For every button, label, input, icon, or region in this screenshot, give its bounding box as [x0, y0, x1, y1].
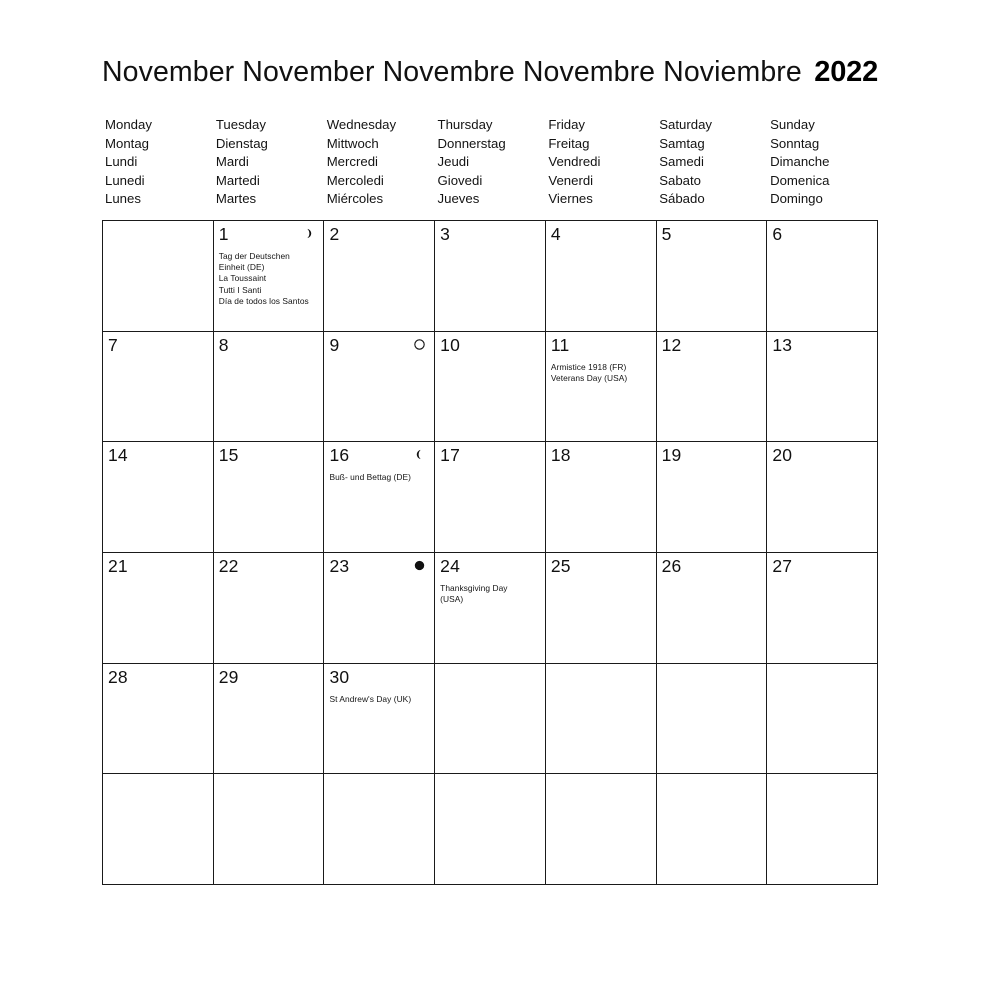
day-number: 4: [550, 224, 561, 244]
day-cell[interactable]: [435, 332, 546, 443]
day-cell[interactable]: [767, 553, 878, 664]
weekday-name-fr: Jeudi: [437, 154, 470, 170]
day-cell[interactable]: [435, 442, 546, 553]
event-text: Día de todos los Santos: [218, 295, 309, 306]
weekday-name-en: Saturday: [659, 117, 713, 132]
day-cell[interactable]: [546, 442, 657, 553]
day-cell[interactable]: [657, 221, 768, 332]
event-text: Einheit (DE): [218, 262, 265, 273]
weekday-column-saturday: [656, 116, 767, 209]
weekday-name-fr: Samedi: [659, 154, 704, 170]
event-list: [551, 362, 651, 384]
weekday-column-sunday: [767, 116, 878, 209]
full-moon-icon: [413, 338, 426, 351]
event-text: St Andrew's Day (UK): [329, 693, 412, 704]
day-number: 22: [218, 556, 239, 577]
weekday-name-es: Martes: [215, 191, 257, 207]
weekday-name-es: Domingo: [770, 191, 823, 207]
weekday-name-es: Viernes: [548, 191, 593, 207]
day-cell-empty[interactable]: [767, 774, 878, 885]
day-number: 10: [440, 334, 461, 355]
day-cell[interactable]: [767, 221, 878, 332]
day-number: 9: [329, 334, 340, 355]
day-cell-empty[interactable]: [324, 774, 435, 885]
weekday-column-wednesday: [324, 116, 435, 209]
day-cell-empty[interactable]: [435, 664, 546, 775]
day-number: 17: [440, 445, 461, 466]
day-cell[interactable]: [214, 664, 325, 775]
day-number: 28: [108, 666, 128, 687]
weekday-name-de: Dienstag: [215, 135, 268, 151]
calendar-week-row: [103, 221, 878, 332]
day-cell-empty[interactable]: [103, 774, 214, 885]
weekday-name-en: Tuesday: [215, 117, 266, 132]
day-number: 27: [772, 556, 793, 577]
event-text: Tutti I Santi: [218, 284, 262, 295]
weekday-name-es: Sábado: [659, 191, 705, 207]
day-cell[interactable]: [324, 553, 435, 664]
day-cell-empty[interactable]: [767, 664, 878, 775]
weekday-name-de: Mittwoch: [326, 135, 379, 151]
day-cell[interactable]: [435, 221, 546, 332]
weekday-name-fr: Lundi: [105, 154, 138, 170]
day-cell[interactable]: [324, 221, 435, 332]
event-text: Thanksgiving Day: [440, 583, 508, 594]
weekday-name-it: Mercoledi: [326, 172, 384, 188]
day-number: 30: [329, 666, 350, 687]
day-cell[interactable]: [657, 332, 768, 443]
weekday-name-en: Friday: [548, 117, 586, 132]
weekday-name-de: Montag: [105, 135, 149, 151]
day-cell-empty[interactable]: [546, 664, 657, 775]
weekday-name-it: Sabato: [659, 172, 702, 188]
weekday-name-es: Jueves: [437, 191, 480, 207]
day-number: 20: [772, 445, 793, 466]
day-cell[interactable]: [324, 442, 435, 553]
calendar-week-row: [103, 442, 878, 553]
day-cell[interactable]: [546, 221, 657, 332]
day-number: 19: [661, 445, 682, 466]
day-number: 11: [550, 334, 570, 355]
day-cell[interactable]: [546, 332, 657, 443]
page-title: November November Novembre Novembre Noviembre: [102, 56, 802, 88]
calendar-week-row: [103, 774, 878, 885]
day-cell[interactable]: [214, 221, 325, 332]
last-quarter-icon: [413, 448, 426, 461]
day-number: 7: [108, 334, 118, 355]
weekday-name-es: Lunes: [105, 191, 141, 207]
day-cell-empty[interactable]: [657, 774, 768, 885]
day-cell-empty[interactable]: [103, 221, 214, 332]
weekday-column-monday: [102, 116, 213, 209]
day-cell[interactable]: [324, 332, 435, 443]
weekday-name-it: Giovedi: [437, 172, 483, 188]
weekday-name-en: Monday: [105, 117, 152, 132]
calendar-week-row: [103, 332, 878, 443]
day-number: 29: [218, 666, 239, 687]
day-cell[interactable]: [657, 442, 768, 553]
weekday-name-de: Samtag: [659, 135, 705, 151]
weekday-name-fr: Vendredi: [548, 154, 601, 170]
day-cell[interactable]: [214, 553, 325, 664]
calendar-year: 2022: [814, 56, 878, 88]
event-text: La Toussaint: [218, 273, 267, 284]
weekday-name-en: Sunday: [770, 117, 815, 132]
day-number: 26: [661, 556, 682, 577]
day-number: 1: [218, 224, 229, 244]
day-number: 16: [329, 445, 350, 466]
event-text: Armistice 1918 (FR): [550, 361, 627, 372]
day-cell-empty[interactable]: [657, 664, 768, 775]
event-list: [329, 694, 429, 705]
day-number: 12: [661, 334, 682, 355]
day-cell[interactable]: [435, 553, 546, 664]
day-cell[interactable]: [657, 553, 768, 664]
weekday-name-fr: Mardi: [215, 154, 249, 170]
weekday-name-en: Thursday: [437, 117, 493, 132]
event-text: Veterans Day (USA): [550, 372, 628, 383]
day-number: 25: [550, 556, 571, 577]
calendar-week-row: [103, 664, 878, 775]
weekday-column-tuesday: [213, 116, 324, 209]
day-cell[interactable]: [767, 332, 878, 443]
weekday-name-fr: Dimanche: [770, 154, 830, 170]
weekday-name-fr: Mercredi: [326, 154, 378, 170]
event-list: [219, 251, 319, 307]
weekday-name-de: Donnerstag: [437, 135, 506, 151]
weekday-name-en: Wednesday: [326, 117, 397, 132]
day-cell[interactable]: [767, 442, 878, 553]
day-number: 21: [108, 556, 128, 577]
day-cell[interactable]: [103, 553, 214, 664]
day-number: 5: [661, 224, 672, 244]
day-number: 15: [218, 445, 239, 466]
day-number: 13: [772, 334, 793, 355]
weekday-header: [102, 116, 878, 209]
day-number: 8: [218, 334, 229, 355]
day-number: 24: [440, 556, 461, 577]
day-cell[interactable]: [103, 442, 214, 553]
weekday-name-it: Lunedi: [105, 172, 145, 188]
weekday-column-thursday: [435, 116, 546, 209]
weekday-column-friday: [545, 116, 656, 209]
day-cell[interactable]: [214, 332, 325, 443]
first-quarter-icon: [302, 227, 315, 240]
day-number: 23: [329, 556, 350, 577]
weekday-name-de: Freitag: [548, 135, 590, 151]
weekday-name-es: Miércoles: [326, 191, 384, 207]
day-cell[interactable]: [214, 442, 325, 553]
day-cell-empty[interactable]: [214, 774, 325, 885]
weekday-name-it: Venerdi: [548, 172, 594, 188]
calendar-grid: [102, 220, 878, 885]
event-text: Tag der Deutschen: [218, 251, 290, 261]
day-cell[interactable]: [103, 664, 214, 775]
weekday-name-de: Sonntag: [770, 135, 820, 151]
day-number: 18: [550, 445, 571, 466]
day-number: 14: [108, 445, 128, 466]
event-text: Buß- und Bettag (DE): [329, 472, 411, 483]
day-number: 3: [440, 224, 451, 244]
day-cell[interactable]: [103, 332, 214, 443]
day-number: 6: [772, 224, 783, 244]
day-cell-empty[interactable]: [435, 774, 546, 885]
day-cell-empty[interactable]: [546, 774, 657, 885]
event-list: [440, 583, 540, 605]
event-text: (USA): [440, 594, 464, 605]
weekday-name-it: Martedi: [215, 172, 260, 188]
new-moon-icon: [413, 559, 426, 572]
event-list: [329, 472, 429, 483]
calendar-week-row: [103, 553, 878, 664]
weekday-name-it: Domenica: [770, 172, 830, 188]
calendar-title-row: [102, 56, 878, 96]
day-number: 2: [329, 224, 340, 244]
day-cell[interactable]: [546, 553, 657, 664]
day-cell[interactable]: [324, 664, 435, 775]
